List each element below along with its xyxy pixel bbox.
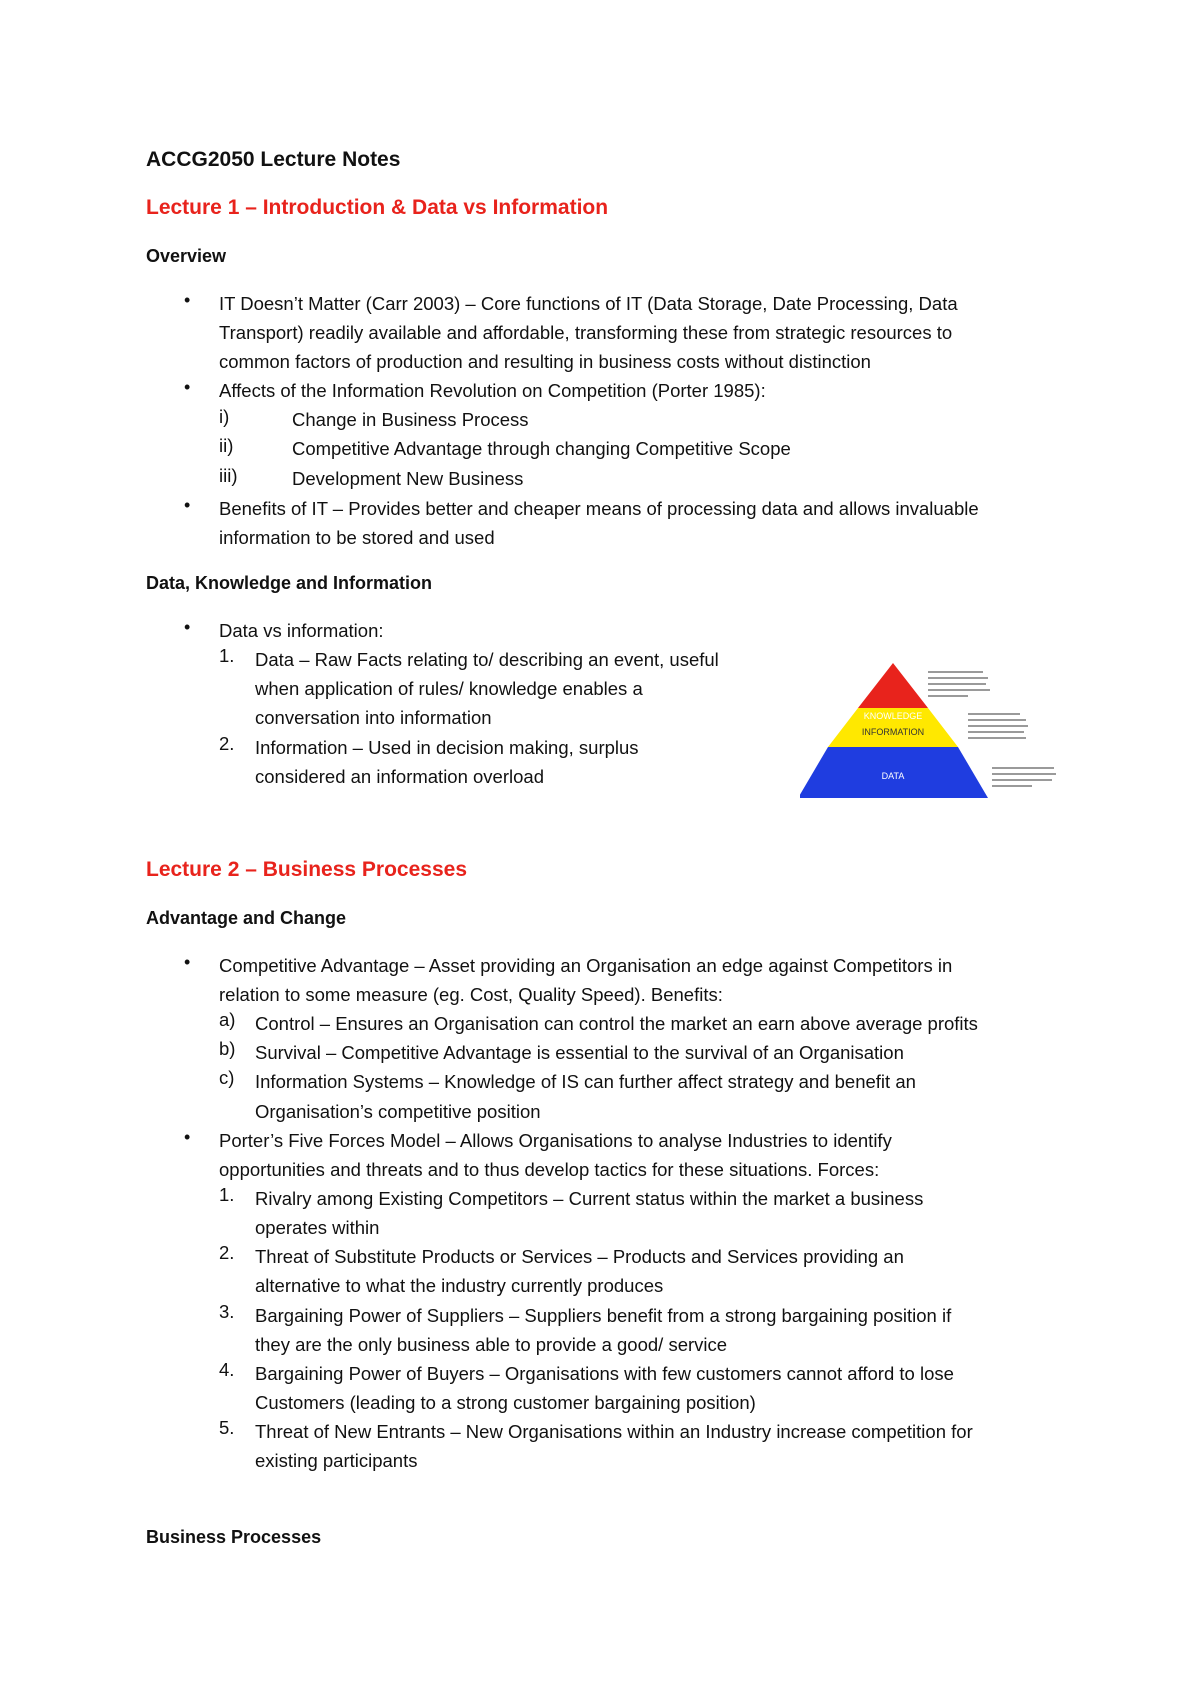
lecture-2-title: Lecture 2 – Business Processes (146, 858, 468, 881)
document-title: ACCG2050 Lecture Notes (146, 148, 401, 171)
force-4-line-2: Customers (leading to a strong customer bargaining position) (255, 1392, 756, 1413)
dki-item-2-line-1: Information – Used in decision making, surplus (255, 737, 639, 758)
annotation-line (968, 731, 1024, 733)
list-marker: 3. (219, 1301, 235, 1322)
annotation-line (928, 695, 968, 697)
advantage-bullet-1-line-2: relation to some measure (eg. Cost, Quality Speed). Benefits: (219, 984, 723, 1005)
list-marker: 1. (219, 1184, 235, 1205)
annotation-line (992, 773, 1056, 775)
lecture-1-title: Lecture 1 – Introduction & Data vs Information (146, 196, 609, 219)
overview-heading: Overview (146, 246, 227, 266)
benefit-a: Control – Ensures an Organisation can control the market an earn above average profits (255, 1013, 978, 1034)
annotation-line (992, 767, 1054, 769)
roman-marker: i) (219, 406, 230, 427)
bullet-icon: • (184, 495, 191, 515)
advantage-bullet-1-line-1: Competitive Advantage – Asset providing an Organisation an edge against Competitors in (219, 955, 953, 976)
annotation-line (928, 677, 988, 679)
list-marker: b) (219, 1038, 236, 1059)
dki-item-1-line-3: conversation into information (255, 707, 492, 728)
advantage-bullet-2-line-1: Porter’s Five Forces Model – Allows Organisations to analyse Industries to identify (219, 1130, 892, 1151)
force-3-line-2: they are the only business able to provide a good/ service (255, 1334, 728, 1355)
annotation-line (968, 719, 1026, 721)
overview-bullet-1-line-1: IT Doesn’t Matter (Carr 2003) – Core functions of IT (Data Storage, Date Processing, Data (219, 293, 958, 314)
list-marker: 1. (219, 645, 235, 666)
annotation-line (968, 725, 1028, 727)
advantage-heading: Advantage and Change (146, 908, 347, 928)
pyramid-tier-knowledge (858, 663, 928, 708)
bullet-icon: • (184, 1127, 191, 1147)
force-1-line-2: operates within (255, 1217, 380, 1238)
list-marker: a) (219, 1009, 236, 1030)
annotation-line (928, 671, 983, 673)
force-2-line-1: Threat of Substitute Products or Services – Products and Services providing an (255, 1246, 904, 1267)
force-5-line-1: Threat of New Entrants – New Organisations within an Industry increase competition for (255, 1421, 973, 1442)
roman-marker: ii) (219, 435, 234, 456)
force-1-line-1: Rivalry among Existing Competitors – Current status within the market a business (255, 1188, 924, 1209)
advantage-bullet-2-line-2: opportunities and threats and to thus develop tactics for these situations. Forces: (219, 1159, 880, 1180)
dki-heading: Data, Knowledge and Information (146, 573, 433, 593)
list-marker: 5. (219, 1417, 235, 1438)
overview-sub-item-1: Change in Business Process (292, 409, 529, 430)
pyramid-label-information: INFORMATION (861, 727, 925, 737)
benefit-b: Survival – Competitive Advantage is essential to the survival of an Organisation (255, 1042, 904, 1063)
list-marker: c) (219, 1067, 235, 1088)
force-3-line-1: Bargaining Power of Suppliers – Suppliers benefit from a strong bargaining position if (255, 1305, 952, 1326)
bullet-icon: • (184, 952, 191, 972)
overview-sub-item-3: Development New Business (292, 468, 524, 489)
annotation-line (992, 779, 1052, 781)
overview-bullet-1-line-3: common factors of production and resulting in business costs without distinction (219, 351, 871, 372)
overview-bullet-3-line-1: Benefits of IT – Provides better and cheaper means of processing data and allows invaluable (219, 498, 979, 519)
business-processes-heading: Business Processes (146, 1527, 322, 1547)
dki-bullet-1: Data vs information: (219, 620, 384, 641)
dikw-pyramid-diagram (800, 655, 1100, 805)
benefit-c-line-2: Organisation’s competitive position (255, 1101, 541, 1122)
bullet-icon: • (184, 617, 191, 637)
annotation-line (968, 713, 1020, 715)
overview-bullet-1-line-2: Transport) readily available and affordable, transforming these from strategic resources to (219, 322, 953, 343)
list-marker: 2. (219, 1242, 235, 1263)
pyramid-label-data: DATA (881, 771, 905, 781)
dki-item-1-line-1: Data – Raw Facts relating to/ describing an event, useful (255, 649, 719, 670)
list-marker: 4. (219, 1359, 235, 1380)
roman-marker: iii) (219, 465, 238, 486)
overview-sub-item-2: Competitive Advantage through changing Competitive Scope (292, 438, 791, 459)
annotation-line (968, 737, 1026, 739)
force-4-line-1: Bargaining Power of Buyers – Organisations with few customers cannot afford to lose (255, 1363, 954, 1384)
pyramid-label-knowledge: KNOWLEDGE (863, 711, 923, 721)
list-marker: 2. (219, 733, 235, 754)
benefit-c-line-1: Information Systems – Knowledge of IS can further affect strategy and benefit an (255, 1071, 916, 1092)
dki-item-2-line-2: considered an information overload (255, 766, 544, 787)
force-2-line-2: alternative to what the industry currently produces (255, 1275, 664, 1296)
annotation-line (992, 785, 1032, 787)
overview-bullet-2: Affects of the Information Revolution on Competition (Porter 1985): (219, 380, 766, 401)
annotation-line (928, 689, 990, 691)
force-5-line-2: existing participants (255, 1450, 418, 1471)
annotation-line (928, 683, 986, 685)
dki-item-1-line-2: when application of rules/ knowledge enables a (255, 678, 643, 699)
overview-bullet-3-line-2: information to be stored and used (219, 527, 495, 548)
bullet-icon: • (184, 290, 191, 310)
bullet-icon: • (184, 377, 191, 397)
